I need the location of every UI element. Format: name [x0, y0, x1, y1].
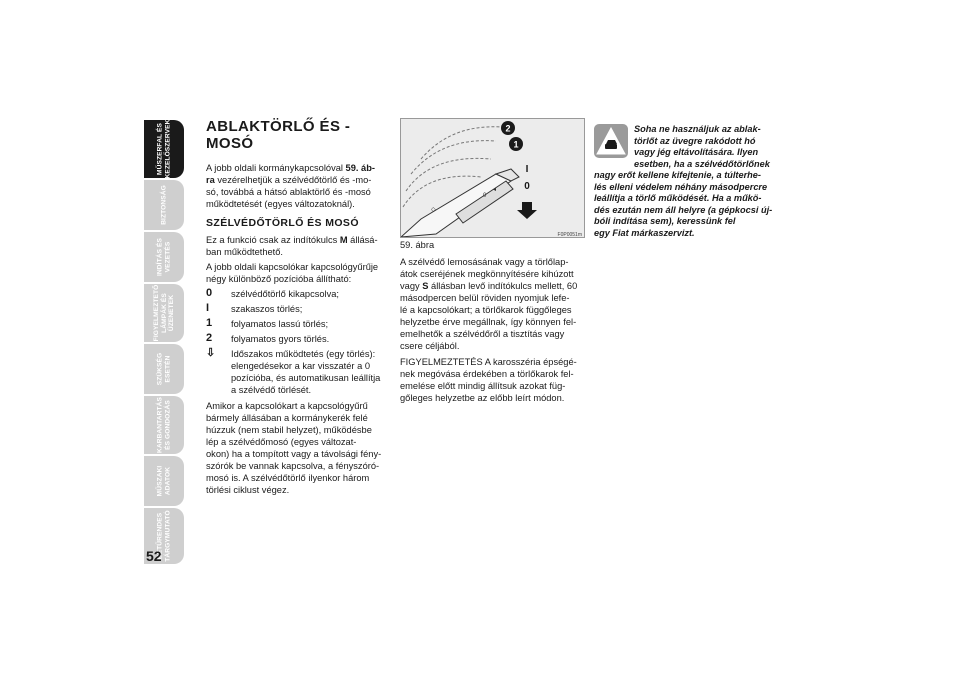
main-column	[206, 118, 389, 499]
list-item: 1 folyamatos lassú törlés;	[206, 317, 329, 329]
second-column	[400, 256, 585, 407]
tab-inditas[interactable]	[144, 232, 184, 282]
paragraph-ring: A jobb oldali kapcsolókar kapcsológyűrűje négy különböző pozícióba állítható:	[206, 262, 379, 284]
callout-1: 1	[513, 139, 519, 150]
svg-text:◇: ◇	[431, 207, 436, 213]
arrow-down-icon	[517, 202, 537, 219]
paragraph-washer: Amikor a kapcsolókart a kapcsológyűrű bármely állásában a kormánykerék felé húzzuk (nem stabil helyzet), működésbe lép a szélvédőmosó (egyes változat- okon) ha a tompított vagy a távolsági fény- szórók be vannak kapcsolva, a fényszóró- mosó is. A szélvédőtörlő ilyenkor három törlési ciklust végez.	[206, 401, 382, 495]
tab-label: KARBANTARTÁS ÉS GONDOZÁS	[156, 396, 171, 454]
svg-text:◂: ◂	[493, 187, 497, 193]
tab-label: FIGYELMEZTETŐ LÁMPÁK ÉS ÜZENETEK	[152, 284, 175, 342]
list-item: ⇩ Időszakos működtetés (egy törlés): elengedésekor a kar visszatér a 0 pozícióba, és automatikusan leállítja a szélvédő törlését.	[206, 347, 381, 395]
callout-2: 2	[505, 123, 511, 134]
list-item: I szakaszos törlés;	[206, 302, 303, 314]
page-title: ABLAKTÖRLŐ ÉS - MOSÓ	[206, 118, 351, 152]
warning-icon	[594, 124, 628, 158]
list-item: 0 szélvédőtörlő kikapcsolva;	[206, 287, 339, 299]
label-0: 0	[524, 181, 530, 192]
tab-label: SZÜKSÉG ESETÉN	[156, 352, 171, 386]
warning-text: Soha ne használjuk az ablak- törlőt az üvegre rakódott hó vagy jég eltávolítására. Ilyen esetben, ha a szélvédőtörlőnek nagy erőt kellene kifejtenie, a túlterhe- lés elleni védelem néhány másodpercre leállítja a törlő működését. Ha a műkö- dés ezután nem áll helyre (a gépkocsi új- bóli indítása sem), keressünk fel egy Fiat márkaszervizt.	[594, 124, 773, 238]
svg-text:0: 0	[483, 193, 487, 199]
tab-label: MŰSZAKI ADATOK	[156, 465, 171, 497]
figure-caption: 59. ábra	[400, 240, 435, 250]
tab-muszaki[interactable]	[144, 456, 184, 506]
tab-karbantartas[interactable]	[144, 396, 184, 454]
tab-label: INDÍTÁS ÉS VEZETÉS	[156, 237, 171, 277]
paragraph-warning-note: FIGYELMEZTETÉS A karosszéria épségé- nek megóvása érdekében a törlőkarok fel- emelése előtt mindig állítsuk azokat füg- gőleges helyzetbe az előbb leírt módon.	[400, 357, 577, 403]
tab-biztonsag[interactable]	[144, 180, 184, 230]
tab-label: MŰSZERFAL ÉS KEZELŐSZERVEK	[156, 119, 171, 179]
option-list	[206, 288, 389, 396]
section-title: SZÉLVÉDŐTÖRLŐ ÉS MOSÓ	[206, 217, 359, 229]
warning-box	[594, 124, 776, 239]
figure-code: F0P0051m	[557, 232, 582, 238]
figure-reference[interactable]: 59. áb- ra	[206, 163, 375, 185]
tab-label: BETŰRENDES TÁRGYMUTATÓ	[156, 510, 171, 562]
tab-muszerfal[interactable]	[144, 120, 184, 178]
list-item: 2 folyamatos gyors törlés.	[206, 332, 330, 344]
figure-59	[400, 118, 585, 238]
paragraph-key: Ez a funkció csak az indítókulcs M állásá- ban működtethető.	[206, 235, 378, 257]
wiper-lever-illustration	[401, 119, 585, 238]
intro-paragraph: A jobb oldali kormánykapcsolóval 59. áb- ra vezérelhetjük a szélvédőtörlő és -mo- só, továbbá a hátsó ablaktörlő és -mosó működtetését (egyes változatoknál).	[206, 163, 375, 209]
page-number: 52	[146, 548, 162, 564]
tab-label: BIZTONSÁG	[160, 185, 168, 225]
paragraph-service: A szélvédő lemosásának vagy a törlőlap- átok cseréjének megkönnyítésére kihúzott vagy S állásban levő indítókulcs mellett, 60 másodpercen belül röviden nyomjuk lefe- lé a kapcsolókart; a törlőkarok függőleges helyzetbe érve megállnak, így könnyen fel- emelhetők a szélvédőről a tisztítás vagy csere céljából.	[400, 257, 578, 351]
tab-szukseg[interactable]	[144, 344, 184, 394]
label-i: I	[525, 164, 529, 175]
tab-figyelmezteto[interactable]	[144, 284, 184, 342]
